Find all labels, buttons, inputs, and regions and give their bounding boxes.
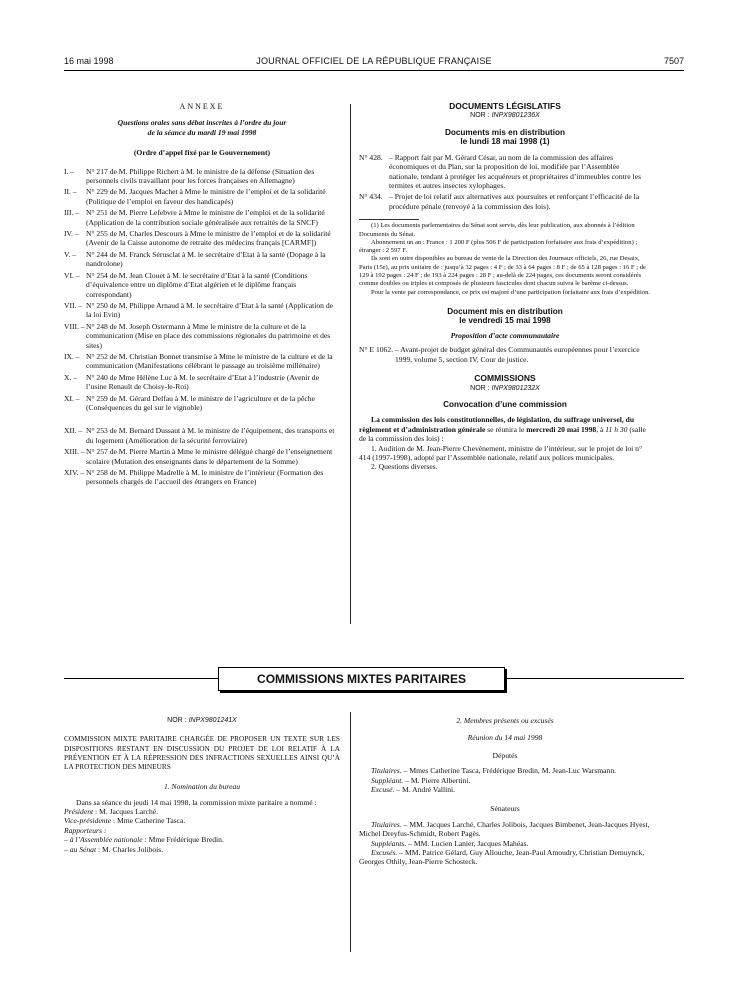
doc-footnote-2: Abonnement un an : France : 1 200 F (plus 506 F de participation forfaitaire aux frais d’expédition) ; étranger : 2 597 F. bbox=[359, 238, 638, 255]
reunion-date: Réunion du 14 mai 1998 bbox=[467, 733, 543, 743]
cmp-banner: COMMISSIONS MIXTES PARITAIRES bbox=[218, 667, 505, 691]
annexe-entry-text: N° 251 de M. Pierre Lefebvre à Mme le ministre de l’emploi et de la solidarité (Application de la contribution sociale généralisée aux retraités de la SNCF) bbox=[86, 208, 325, 227]
deputes-excuse-label: Excusé. bbox=[371, 785, 395, 795]
doc-nor-code: INPX9801236X bbox=[491, 112, 540, 120]
annexe-section bbox=[64, 102, 340, 489]
header-title: JOURNAL OFFICIEL DE LA RÉPUBLIQUE FRANÇAISE bbox=[256, 56, 492, 66]
annexe-entry-text: N° 252 de M. Christian Bonnet transmise à Mme le ministre de la culture et de la communication (Manifestations célébrant le passage au troisième millénaire) bbox=[86, 351, 333, 371]
agenda-item-2: 2. Questions diverses. bbox=[371, 462, 438, 472]
doc-footnote-1: (1) Les documents parlementaires du Sénat sont servis, dès leur publication, aux abonnés à l’édition Documents du Sénat. bbox=[359, 222, 635, 238]
senateurs-excuses-names: – MM. Patrice Gélard, Guy Allouche, Jean-Paul Amoudry, Christian Demuynck, Georges Othily, Jean-Pierre Schosteck. bbox=[359, 848, 645, 867]
cmp-title-text: COMMISSION MIXTE PARITAIRE CHARGÉE DE PROPOSER UN TEXTE SUR LES DISPOSITIONS RESTANT EN DISCUSSION DU PROJET DE LOI RELATIF À LA PRÉVENTION ET À LA RÉPRESSION DES INFRACTIONS SEXUELLES AINSI QU’À LA PROTECTION DES MINEURS bbox=[64, 734, 340, 772]
annexe-entry-number: XIV. – bbox=[64, 468, 85, 477]
senateurs-titulaires bbox=[359, 820, 651, 839]
rapporteur-senat bbox=[64, 845, 340, 854]
annexe-entry bbox=[64, 301, 340, 320]
annexe-entry bbox=[64, 447, 340, 466]
convocation-text-after: , à bbox=[596, 424, 606, 434]
annexe-entry-number: XI. – bbox=[64, 393, 80, 403]
annexe-subtitle-1: Questions orales sans débat inscrites à l’ordre du jour bbox=[117, 118, 287, 128]
annexe-entry-number: X. – bbox=[64, 372, 78, 382]
annexe-list bbox=[64, 167, 340, 487]
doc-item-text: – Rapport fait par M. Gérard César, au nom de la commission des affaires économiques et du Plan, sur la proposition de loi, modifiée par l’Assemblée nationale, tendant à protéger les acquéreurs et propriétaires d’immeubles contre les termites et autres insectes xylophages. bbox=[389, 152, 641, 191]
prop-number: N° E 1062. bbox=[359, 345, 394, 355]
doc-item-text: – Projet de loi relatif aux alternatives aux poursuites et renforçant l’efficacité de la procédure pénale (renvoyé à la commission des lois). bbox=[389, 192, 640, 211]
deputes-titulaires-label: Titulaires. bbox=[371, 766, 402, 776]
senateurs-suppleants-names: – MM. Lucien Lanier, Jacques Mahéas. bbox=[406, 838, 529, 848]
rapporteur-senat-name: : M. Charles Jolibois. bbox=[96, 844, 164, 854]
president-label: Président bbox=[64, 807, 94, 817]
vice-president-label: Vice-présidente bbox=[64, 816, 112, 826]
deputes-titulaires bbox=[359, 766, 651, 775]
cmp-right bbox=[359, 716, 651, 867]
annexe-entry-number: IX. – bbox=[64, 351, 80, 361]
header-page-number: 7507 bbox=[663, 56, 684, 66]
doc-dist1-line1: Documents mis en distribution bbox=[444, 127, 566, 137]
doc-item bbox=[359, 192, 651, 211]
annexe-entry-number: XIII. – bbox=[64, 447, 85, 457]
annexe-entry bbox=[64, 187, 340, 206]
cmp-nor-label: NOR : bbox=[167, 717, 187, 724]
doc-dist1-line2: le lundi 18 mai 1998 (1) bbox=[460, 137, 550, 147]
doc-nor bbox=[359, 111, 651, 120]
prop-item bbox=[359, 345, 651, 364]
cmp-nor-code: INPX9801241X bbox=[188, 717, 237, 724]
president-name: : M. Jacques Larché. bbox=[93, 807, 159, 817]
annexe-entry bbox=[64, 208, 340, 227]
doc-dist2-line2: le vendredi 15 mai 1998 bbox=[459, 316, 551, 326]
annexe-entry bbox=[64, 167, 340, 186]
annexe-entry-number: VII. – bbox=[64, 300, 83, 310]
cmp-section-1: 1. Nomination du bureau bbox=[163, 782, 241, 792]
annexe-entry-number: VIII. – bbox=[64, 321, 85, 331]
doc-title: DOCUMENTS LÉGISLATIFS bbox=[449, 101, 561, 111]
annexe-entry bbox=[64, 468, 340, 487]
rapporteur-an-name: : Mme Frédérique Bredin. bbox=[142, 835, 224, 845]
commissions-nor bbox=[359, 384, 651, 393]
annexe-entry-number: V. – bbox=[64, 249, 77, 259]
deputes-excuse-names: – M. André Vallini. bbox=[394, 785, 456, 795]
agenda-item-1: 1. Audition de M. Jean-Pierre Chevènement, ministre de l’intérieur, sur le projet de loi n° 414 (1997-1998), adopté par l’Assemblée nationale, relatif aux polices municipales. bbox=[359, 443, 642, 462]
annexe-entry-number: XII. – bbox=[64, 426, 83, 436]
annexe-entry-number: II. – bbox=[64, 187, 77, 197]
rapporteur-an bbox=[64, 835, 340, 844]
annexe-entry-text: N° 253 de M. Bernard Dussaut à M. le ministre de l’équipement, des transports et du logement (Amélioration de la sécurité ferroviaire) bbox=[86, 426, 335, 445]
senateurs-titulaires-label: Titulaires. bbox=[371, 819, 402, 829]
annexe-entry bbox=[64, 250, 340, 269]
annexe-entry-text: N° 259 de M. Gérard Delfau à M. le ministre de l’agriculture et de la pêche (Conséquences du gel sur le vignoble) bbox=[86, 393, 315, 412]
convocation-commission: La commission des lois constitutionnelles, de législation, du suffrage universel, du règlement et d’administration générale bbox=[359, 415, 635, 434]
senateurs-titulaires-names: – MM. Jacques Larché, Charles Jolibois, Jacques Bimbenet, Jean-Jacques Hyest, Michel Dreyfus-Schmidt, Robert Pagès. bbox=[359, 819, 650, 839]
annexe-entry-number: I. – bbox=[64, 166, 75, 176]
senateurs-excuses-label: Excusés. bbox=[371, 848, 398, 858]
annexe-entry bbox=[64, 352, 340, 371]
footnote-rule bbox=[359, 219, 419, 220]
deputes-excuse bbox=[359, 785, 651, 794]
header-date: 16 mai 1998 bbox=[64, 56, 114, 66]
deputes-suppleant-names: – M. Pierre Albertini. bbox=[403, 775, 471, 785]
banner-rule-right bbox=[505, 678, 684, 679]
annexe-entry-text: N° 255 de M. Charles Descours à Mme le ministre de l’emploi et de la solidarité (Avenir de la Caisse autonome de retraite des médecins français [CARMF]) bbox=[86, 229, 331, 248]
annexe-entry-number: VI. – bbox=[64, 270, 80, 280]
senateurs-suppleants bbox=[359, 839, 651, 848]
doc-item bbox=[359, 153, 651, 191]
annexe-entry bbox=[64, 229, 340, 248]
annexe-entry-text: N° 258 de M. Philippe Madrelle à M. le ministre de l’intérieur (Formation des personnels chargés de l’accueil des étrangers en France) bbox=[86, 468, 324, 487]
convocation-title: Convocation d’une commission bbox=[443, 399, 567, 409]
documents-legislatifs bbox=[359, 102, 651, 472]
prop-text: – Avant-projet de budget général des Communautés européennes pour l’exercice 1999, volume 5, section IV, Cour de justice. bbox=[395, 345, 640, 364]
cmp-president bbox=[64, 807, 340, 816]
annexe-title: ANNEXE bbox=[179, 102, 225, 111]
convocation-time: 11 h 30 bbox=[605, 424, 628, 434]
annexe-entry-text: N° 254 de M. Jean Clouet à M. le secrétaire d’Etat à la santé (Conditions d’équivalence entre un diplôme d’Etat algérien et le diplôme français correspondant) bbox=[86, 270, 308, 299]
annexe-entry-number: IV. – bbox=[64, 229, 79, 239]
doc-footnote-3: Ils sont en outre disponibles au bureau de vente de la Direction des Journaux officiels, 26, rue Desaix, Paris (15e), au prix unitaire de : jusqu’à 32 pages : 4 F ; de 33 à 64 pages : 8 F ; de 65 à 128 pages : 16 F ; de 129 à 192 pages : 24 F ; de 193 à 224 pages : 28 F ; au-delà de 224 pages, ces documents seront considérés comme doubles ou triples et composés de plusieurs fascicules dont chacun suivra le barème ci-dessus. bbox=[359, 255, 646, 288]
annexe-order: (Ordre d’appel fixé par le Gouvernement) bbox=[133, 148, 271, 158]
doc-item-number: N° 428. bbox=[359, 152, 383, 162]
annexe-entry-text: N° 257 de M. Pierre Martin à Mme le ministre délégué chargé de l’enseignement scolaire (Mutation des enseignants dans le département de la Somme) bbox=[86, 447, 333, 466]
annexe-entry-text: N° 240 de Mme Hélène Luc à M. le secrétaire d’Etat à l’industrie (Avenir de l’usine Renault de Choisy-le-Roi) bbox=[86, 372, 319, 392]
annexe-entry-number: III. – bbox=[64, 208, 80, 218]
doc-footnote-4: Pour la vente par correspondance, ce prix est majoré d’une participation forfaitaire aux frais d’expédition. bbox=[371, 288, 651, 296]
deputes-suppleant-label: Suppléant. bbox=[371, 775, 404, 785]
prop-title: Proposition d’acte communautaire bbox=[450, 330, 560, 340]
commissions-nor-label: NOR : bbox=[470, 384, 490, 392]
annexe-entry-text: N° 248 de M. Joseph Ostermann à Mme le ministre de la culture et de la communication (Mise en place des commissions régionales du patrimoine et des sites) bbox=[86, 321, 331, 350]
annexe-entry-text: N° 244 de M. Franck Sérusclat à M. le secrétaire d’Etat à la santé (Dopage à la nandrolone) bbox=[86, 249, 326, 269]
commissions-nor-code: INPX9801232X bbox=[491, 384, 540, 392]
annexe-entry bbox=[64, 271, 340, 299]
cmp-section-1-intro: Dans sa séance du jeudi 14 mai 1998, la commission mixte paritaire a nommé : bbox=[76, 797, 317, 807]
rapporteur-senat-label: – au Sénat bbox=[64, 844, 97, 854]
doc-nor-label: NOR : bbox=[470, 112, 490, 120]
senateurs-heading: Sénateurs bbox=[490, 804, 520, 814]
annexe-entry-text: N° 250 de M. Philippe Arnaud à M. le secrétaire d’Etat à la santé (Application de la loi Evin) bbox=[86, 300, 334, 320]
doc-dist2-line1: Document mis en distribution bbox=[447, 306, 563, 316]
convocation-text bbox=[359, 415, 651, 443]
rapporteurs-label: Rapporteurs : bbox=[64, 825, 107, 835]
cmp-nor bbox=[64, 716, 340, 725]
convocation-date: mercredi 20 mai 1998 bbox=[526, 424, 597, 434]
column-divider-top bbox=[350, 104, 351, 624]
annexe-entry bbox=[64, 322, 340, 350]
commissions-title: COMMISSIONS bbox=[474, 373, 536, 384]
header-rule bbox=[64, 70, 684, 71]
convocation-text-end: (salle de la commission des lois) : bbox=[359, 424, 646, 444]
cmp-section-2: 2. Membres présents ou excusés bbox=[456, 716, 554, 725]
annexe-entry bbox=[64, 394, 340, 413]
deputes-suppleant bbox=[359, 776, 651, 785]
senateurs-suppleants-label: Suppléants. bbox=[371, 838, 407, 848]
doc-item-number: N° 434. bbox=[359, 192, 383, 202]
annexe-entry-text: N° 229 de M. Jacques Machet à Mme le ministre de l’emploi et de la solidarité (Politique de l’emploi en faveur des handicapés) bbox=[86, 187, 326, 206]
rapporteur-an-label: – à l’Assemblée nationale bbox=[64, 835, 143, 845]
deputes-heading: Députés bbox=[492, 750, 518, 760]
vice-president-name: : Mme Catherine Tasca. bbox=[111, 816, 186, 826]
annexe-entry-text: N° 217 de M. Philippe Richert à M. le ministre de la défense (Situation des personnels civils travaillant pour les forces françaises en Allemagne) bbox=[86, 166, 315, 186]
annexe-subtitle-2: de la séance du mardi 19 mai 1998 bbox=[147, 127, 257, 137]
deputes-titulaires-names: – Mmes Catherine Tasca, Frédérique Bredin, M. Jean-Luc Warsmann. bbox=[401, 766, 617, 776]
convocation-text-mid: se réunira le bbox=[485, 424, 527, 434]
column-divider-bottom bbox=[350, 712, 351, 952]
annexe-entry bbox=[64, 373, 340, 392]
senateurs-excuses bbox=[359, 848, 651, 867]
cmp-left bbox=[64, 716, 340, 854]
banner-rule-left bbox=[64, 678, 218, 679]
cmp-vice-president bbox=[64, 816, 340, 825]
annexe-entry bbox=[64, 426, 340, 445]
